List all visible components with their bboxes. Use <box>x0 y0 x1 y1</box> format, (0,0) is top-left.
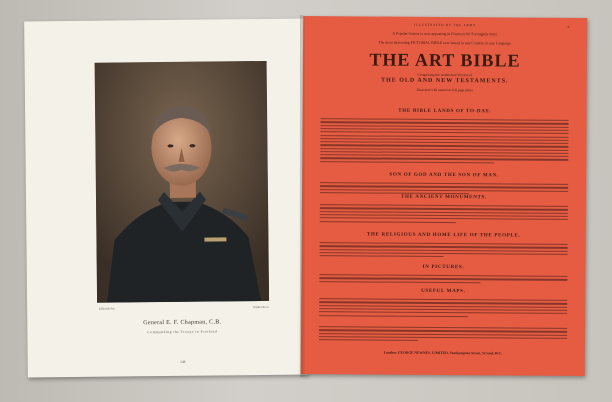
portrait-photo <box>95 61 270 303</box>
section-heading: IN PICTURES. <box>422 264 465 271</box>
art-bible-title: THE ART BIBLE <box>369 49 521 71</box>
portrait-caption: General E. F. Chapman, C.B. <box>143 319 222 327</box>
body-text-block <box>320 116 568 166</box>
section-heading: THE BIBLE LANDS OF TO-DAY. <box>398 108 491 115</box>
portrait-subcaption: Commanding the Troops in Scotland <box>147 329 218 335</box>
right-page <box>301 16 587 376</box>
body-text-block <box>319 272 567 286</box>
body-text-block <box>320 240 568 260</box>
running-head: ILLUSTRATED BY THE ARMY <box>414 22 477 28</box>
publisher-footer: London: GEORGE NEWNES, LIMITED, Southampton Street, Strand, W.C. <box>383 350 503 356</box>
subtitle-1: Comprising the Authorised Version of <box>417 72 473 78</box>
body-text-block <box>319 324 567 344</box>
photo-credit-left: Elliott & Fry <box>99 306 115 311</box>
subtitle-2: THE OLD AND NEW TESTAMENTS. <box>381 77 509 85</box>
right-page-number: 9 <box>567 24 570 29</box>
book-gutter <box>300 15 306 377</box>
section-heading: THE RELIGIOUS AND HOME LIFE OF THE PEOPLE. <box>366 232 521 239</box>
body-text-block <box>320 202 568 226</box>
photo-credit-right: Walker & Co <box>253 304 270 310</box>
section-heading: USEFUL MAPS. <box>421 288 466 295</box>
lead-line: A Popular Guinea is now appearing in Fourteen 6d. Fortnightly Parts. <box>392 31 498 37</box>
left-page-number: 148 <box>180 359 186 364</box>
body-text-block <box>319 296 567 320</box>
section-heading: SON OF GOD AND THE SON OF MAN. <box>389 172 499 179</box>
announce-line: The most interesting PICTORIAL BIBLE ever issued in any Country, in any Language. <box>378 40 512 46</box>
subtitle-3: Illustrated with numerous full page plates <box>416 87 473 93</box>
portrait-illustration <box>95 61 270 303</box>
left-page <box>24 19 308 378</box>
section-heading: THE ANCIENT MONUMENTS. <box>400 194 488 201</box>
